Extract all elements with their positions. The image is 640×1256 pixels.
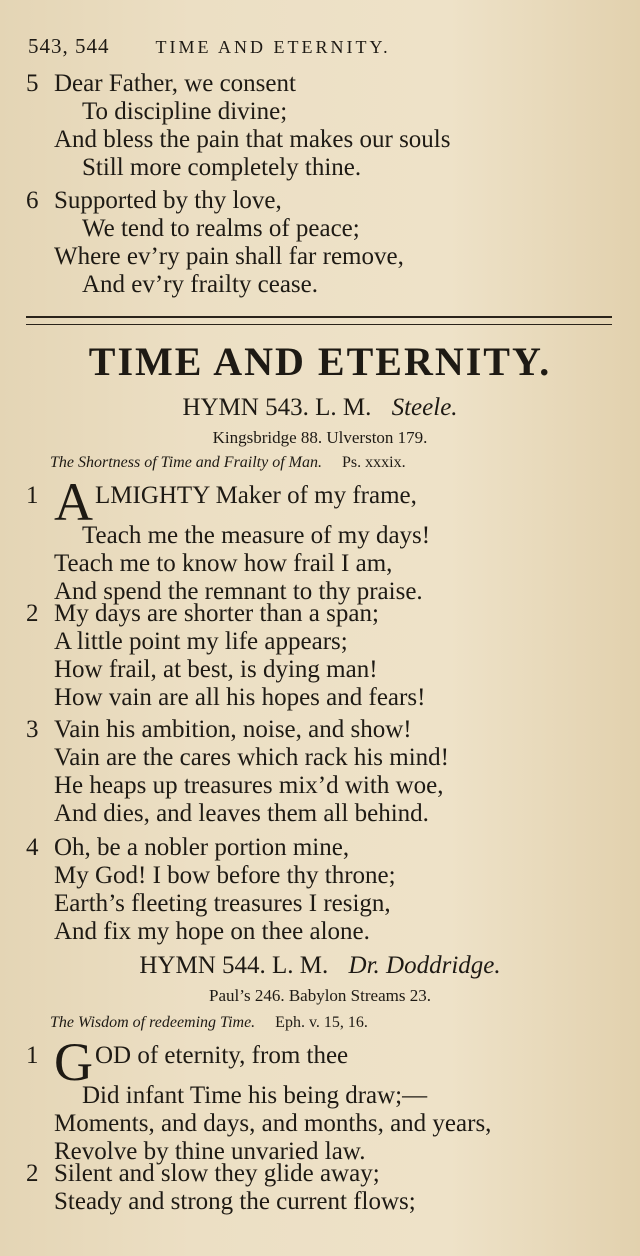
stanza-number: 1 bbox=[26, 482, 39, 509]
hymn-543-stanza-1 bbox=[26, 472, 626, 606]
hymn-author: Dr. Doddridge. bbox=[348, 952, 501, 979]
stanza-line: Oh, be a nobler portion mine, bbox=[54, 834, 350, 861]
stanza-line: We tend to realms of peace; bbox=[82, 215, 360, 242]
section-title: TIME AND ETERNITY. bbox=[88, 339, 552, 384]
stanza-line: Still more completely thine. bbox=[82, 154, 362, 181]
stanza-line: Silent and slow they glide away; bbox=[54, 1160, 380, 1187]
stanza-number: 6 bbox=[26, 187, 39, 214]
stanza-line: How vain are all his hopes and fears! bbox=[54, 684, 426, 711]
drop-cap: G bbox=[54, 1032, 93, 1092]
stanza-line: And fix my hope on thee alone. bbox=[54, 918, 370, 945]
hymn-543-tunes: Kingsbridge 88. Ulverston 179. bbox=[212, 428, 428, 447]
stanza-line: Vain his ambition, noise, and show! bbox=[54, 716, 412, 743]
stanza-line: Earth’s fleeting treasures I resign, bbox=[54, 890, 391, 917]
scripture-reference: Eph. v. 15, 16. bbox=[275, 1014, 368, 1031]
stanza-number: 1 bbox=[26, 1042, 39, 1069]
stanza-line: Supported by thy love, bbox=[54, 187, 282, 214]
stanza-line: OD of eternity, from thee bbox=[95, 1042, 349, 1069]
stanza-line: LMIGHTY Maker of my frame, bbox=[95, 482, 417, 509]
drop-cap: A bbox=[54, 472, 93, 532]
page-header bbox=[28, 34, 588, 59]
stanza-5 bbox=[26, 70, 626, 182]
stanza-line: Where ev’ry pain shall far remove, bbox=[54, 243, 404, 270]
running-title: TIME AND ETERNITY. bbox=[155, 37, 391, 57]
stanza-line: How frail, at best, is dying man! bbox=[54, 656, 378, 683]
stanza-line: And dies, and leaves them all behind. bbox=[54, 800, 429, 827]
stanza-line: To discipline divine; bbox=[82, 98, 288, 125]
stanza-line: Dear Father, we consent bbox=[54, 70, 296, 97]
hymn-544-tunes: Paul’s 246. Babylon Streams 23. bbox=[209, 986, 431, 1005]
hymn-543-stanza-3 bbox=[26, 716, 626, 828]
hymn-meter: L. M. bbox=[272, 952, 329, 979]
stanza-line: Moments, and days, and months, and years, bbox=[54, 1110, 492, 1137]
hymn-label: HYMN 544. bbox=[139, 952, 266, 979]
stanza-line: My God! I bow before thy throne; bbox=[54, 862, 396, 889]
hymn-author: Steele. bbox=[391, 394, 458, 421]
hymn-543-stanza-2 bbox=[26, 600, 626, 712]
hymn-544-heading bbox=[0, 952, 640, 980]
hymn-544-stanza-2 bbox=[26, 1160, 626, 1216]
stanza-number: 2 bbox=[26, 1160, 39, 1187]
stanza-number: 2 bbox=[26, 600, 39, 627]
stanza-6 bbox=[26, 187, 626, 299]
stanza-line: My days are shorter than a span; bbox=[54, 600, 379, 627]
stanza-line: Revolve by thine unvaried law. bbox=[54, 1138, 366, 1165]
hymn-meter: L. M. bbox=[315, 394, 372, 421]
hymn-544-stanza-1 bbox=[26, 1032, 626, 1166]
hymn-subject: The Wisdom of redeeming Time. bbox=[50, 1014, 256, 1031]
hymn-543-heading bbox=[0, 394, 640, 422]
hymn-543-subject-line bbox=[50, 454, 610, 472]
hymn-544-subject-line bbox=[50, 1014, 610, 1032]
stanza-line: And ev’ry frailty cease. bbox=[82, 271, 318, 298]
stanza-line: He heaps up treasures mix’d with woe, bbox=[54, 772, 444, 799]
hymn-543-stanza-4 bbox=[26, 834, 626, 946]
section-divider bbox=[26, 316, 612, 325]
stanza-line: Teach me to know how frail I am, bbox=[54, 550, 393, 577]
stanza-number: 3 bbox=[26, 716, 39, 743]
stanza-line: Teach me the measure of my days! bbox=[82, 522, 431, 549]
scripture-reference: Ps. xxxix. bbox=[342, 454, 406, 471]
hymn-subject: The Shortness of Time and Frailty of Man. bbox=[50, 454, 322, 471]
stanza-line: And spend the remnant to thy praise. bbox=[54, 578, 423, 605]
stanza-line: Did infant Time his being draw;— bbox=[82, 1082, 428, 1109]
stanza-number: 5 bbox=[26, 70, 39, 97]
stanza-line: Steady and strong the current flows; bbox=[54, 1188, 416, 1215]
hymn-label: HYMN 543. bbox=[182, 394, 309, 421]
stanza-line: A little point my life appears; bbox=[54, 628, 348, 655]
stanza-line: Vain are the cares which rack his mind! bbox=[54, 744, 449, 771]
stanza-line: And bless the pain that makes our souls bbox=[54, 126, 451, 153]
page-numbers: 543, 544 bbox=[28, 34, 110, 58]
stanza-number: 4 bbox=[26, 834, 39, 861]
